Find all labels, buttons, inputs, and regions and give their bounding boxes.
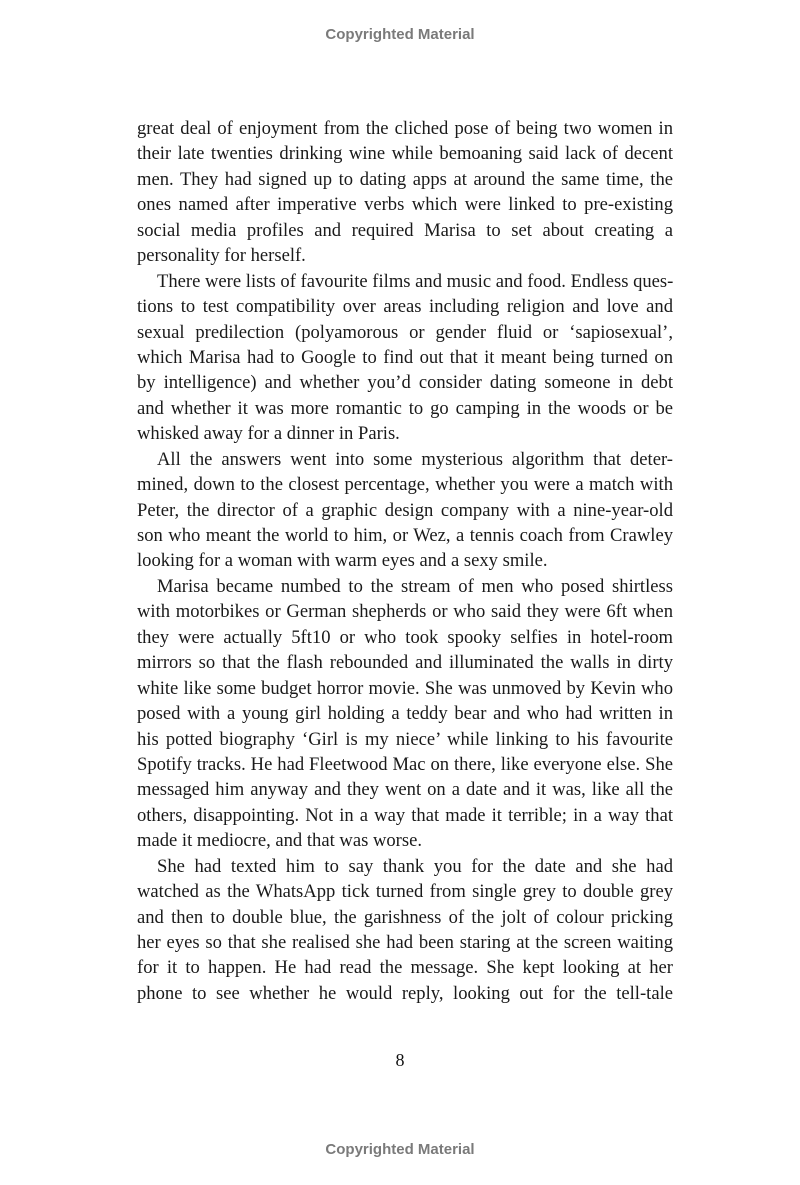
text-line: mirrors so that the flash rebounded and illuminated the walls in dirty bbox=[137, 652, 673, 674]
text-line: great deal of enjoyment from the cliched pose of being two women in bbox=[137, 118, 673, 139]
text-line: posed with a young girl holding a teddy bear and who had written in bbox=[137, 703, 673, 725]
paragraph bbox=[137, 447, 673, 574]
text-line: personality for herself. bbox=[137, 245, 306, 267]
text-line: made it mediocre, and that was worse. bbox=[137, 830, 423, 852]
text-line: whisked away for a dinner in Paris. bbox=[137, 423, 400, 445]
text-line: his potted biography ‘Girl is my niece’ while linking to his favourite bbox=[137, 728, 673, 750]
text-line: and then to double blue, the garishness of the jolt of colour pricking bbox=[137, 906, 673, 928]
text-line: their late twenties drinking wine while bemoaning said lack of decent bbox=[137, 143, 673, 165]
text-line: which Marisa had to Google to find out that it meant being turned on bbox=[137, 346, 673, 368]
text-line: ones named after imperative verbs which were linked to pre-existing bbox=[137, 194, 673, 216]
copyright-watermark-top: Copyrighted Material bbox=[325, 26, 475, 43]
text-line: There were lists of favourite films and music and food. Endless ques- bbox=[157, 270, 674, 292]
text-line: by intelligence) and whether you’d consider dating someone in debt bbox=[137, 372, 673, 394]
text-line: Marisa became numbed to the stream of men who posed shirtless bbox=[157, 575, 673, 597]
text-line: others, disappointing. Not in a way that made it terrible; in a way that bbox=[137, 804, 673, 826]
text-line: white like some budget horror movie. She was unmoved by Kevin who bbox=[137, 677, 673, 699]
text-line: they were actually 5ft10 or who took spooky selfies in hotel-room bbox=[137, 626, 673, 648]
paragraph bbox=[137, 269, 673, 447]
text-line: tions to test compatibility over areas including religion and love and bbox=[137, 296, 673, 318]
text-line: mined, down to the closest percentage, whether you were a match with bbox=[137, 474, 673, 496]
text-line: phone to see whether he would reply, looking out for the tell-tale bbox=[137, 982, 673, 1004]
text-line: All the answers went into some mysterious algorithm that deter- bbox=[157, 448, 673, 470]
text-line: sexual predilection (polyamorous or gender fluid or ‘sapiosexual’, bbox=[137, 321, 673, 343]
text-line: social media profiles and required Marisa to set about creating a bbox=[137, 219, 673, 241]
text-line: men. They had signed up to dating apps at around the same time, the bbox=[137, 168, 673, 190]
paragraph bbox=[137, 854, 673, 1007]
text-line: Spotify tracks. He had Fleetwood Mac on there, like everyone else. She bbox=[137, 753, 673, 775]
text-line: looking for a woman with warm eyes and a sexy smile. bbox=[137, 550, 548, 572]
text-line: with motorbikes or German shepherds or who said they were 6ft when bbox=[137, 601, 673, 623]
text-line: messaged him anyway and they went on a date and it was, like all the bbox=[137, 779, 673, 801]
paragraph bbox=[137, 116, 673, 269]
text-line: She had texted him to say thank you for the date and she had bbox=[157, 855, 673, 877]
page-body-text bbox=[137, 116, 673, 1006]
text-line: son who meant the world to him, or Wez, a tennis coach from Crawley bbox=[137, 525, 673, 546]
text-line: watched as the WhatsApp tick turned from single grey to double grey bbox=[137, 881, 673, 903]
copyright-watermark-bottom: Copyrighted Material bbox=[325, 1141, 475, 1158]
page-number: 8 bbox=[395, 1050, 405, 1070]
text-line: for it to happen. He had read the message. She kept looking at her bbox=[137, 957, 673, 979]
text-line: Peter, the director of a graphic design company with a nine-year-old bbox=[137, 499, 673, 521]
text-line: and whether it was more romantic to go camping in the woods or be bbox=[137, 397, 673, 419]
paragraph bbox=[137, 574, 673, 854]
text-line: her eyes so that she realised she had been staring at the screen waiting bbox=[137, 932, 673, 953]
